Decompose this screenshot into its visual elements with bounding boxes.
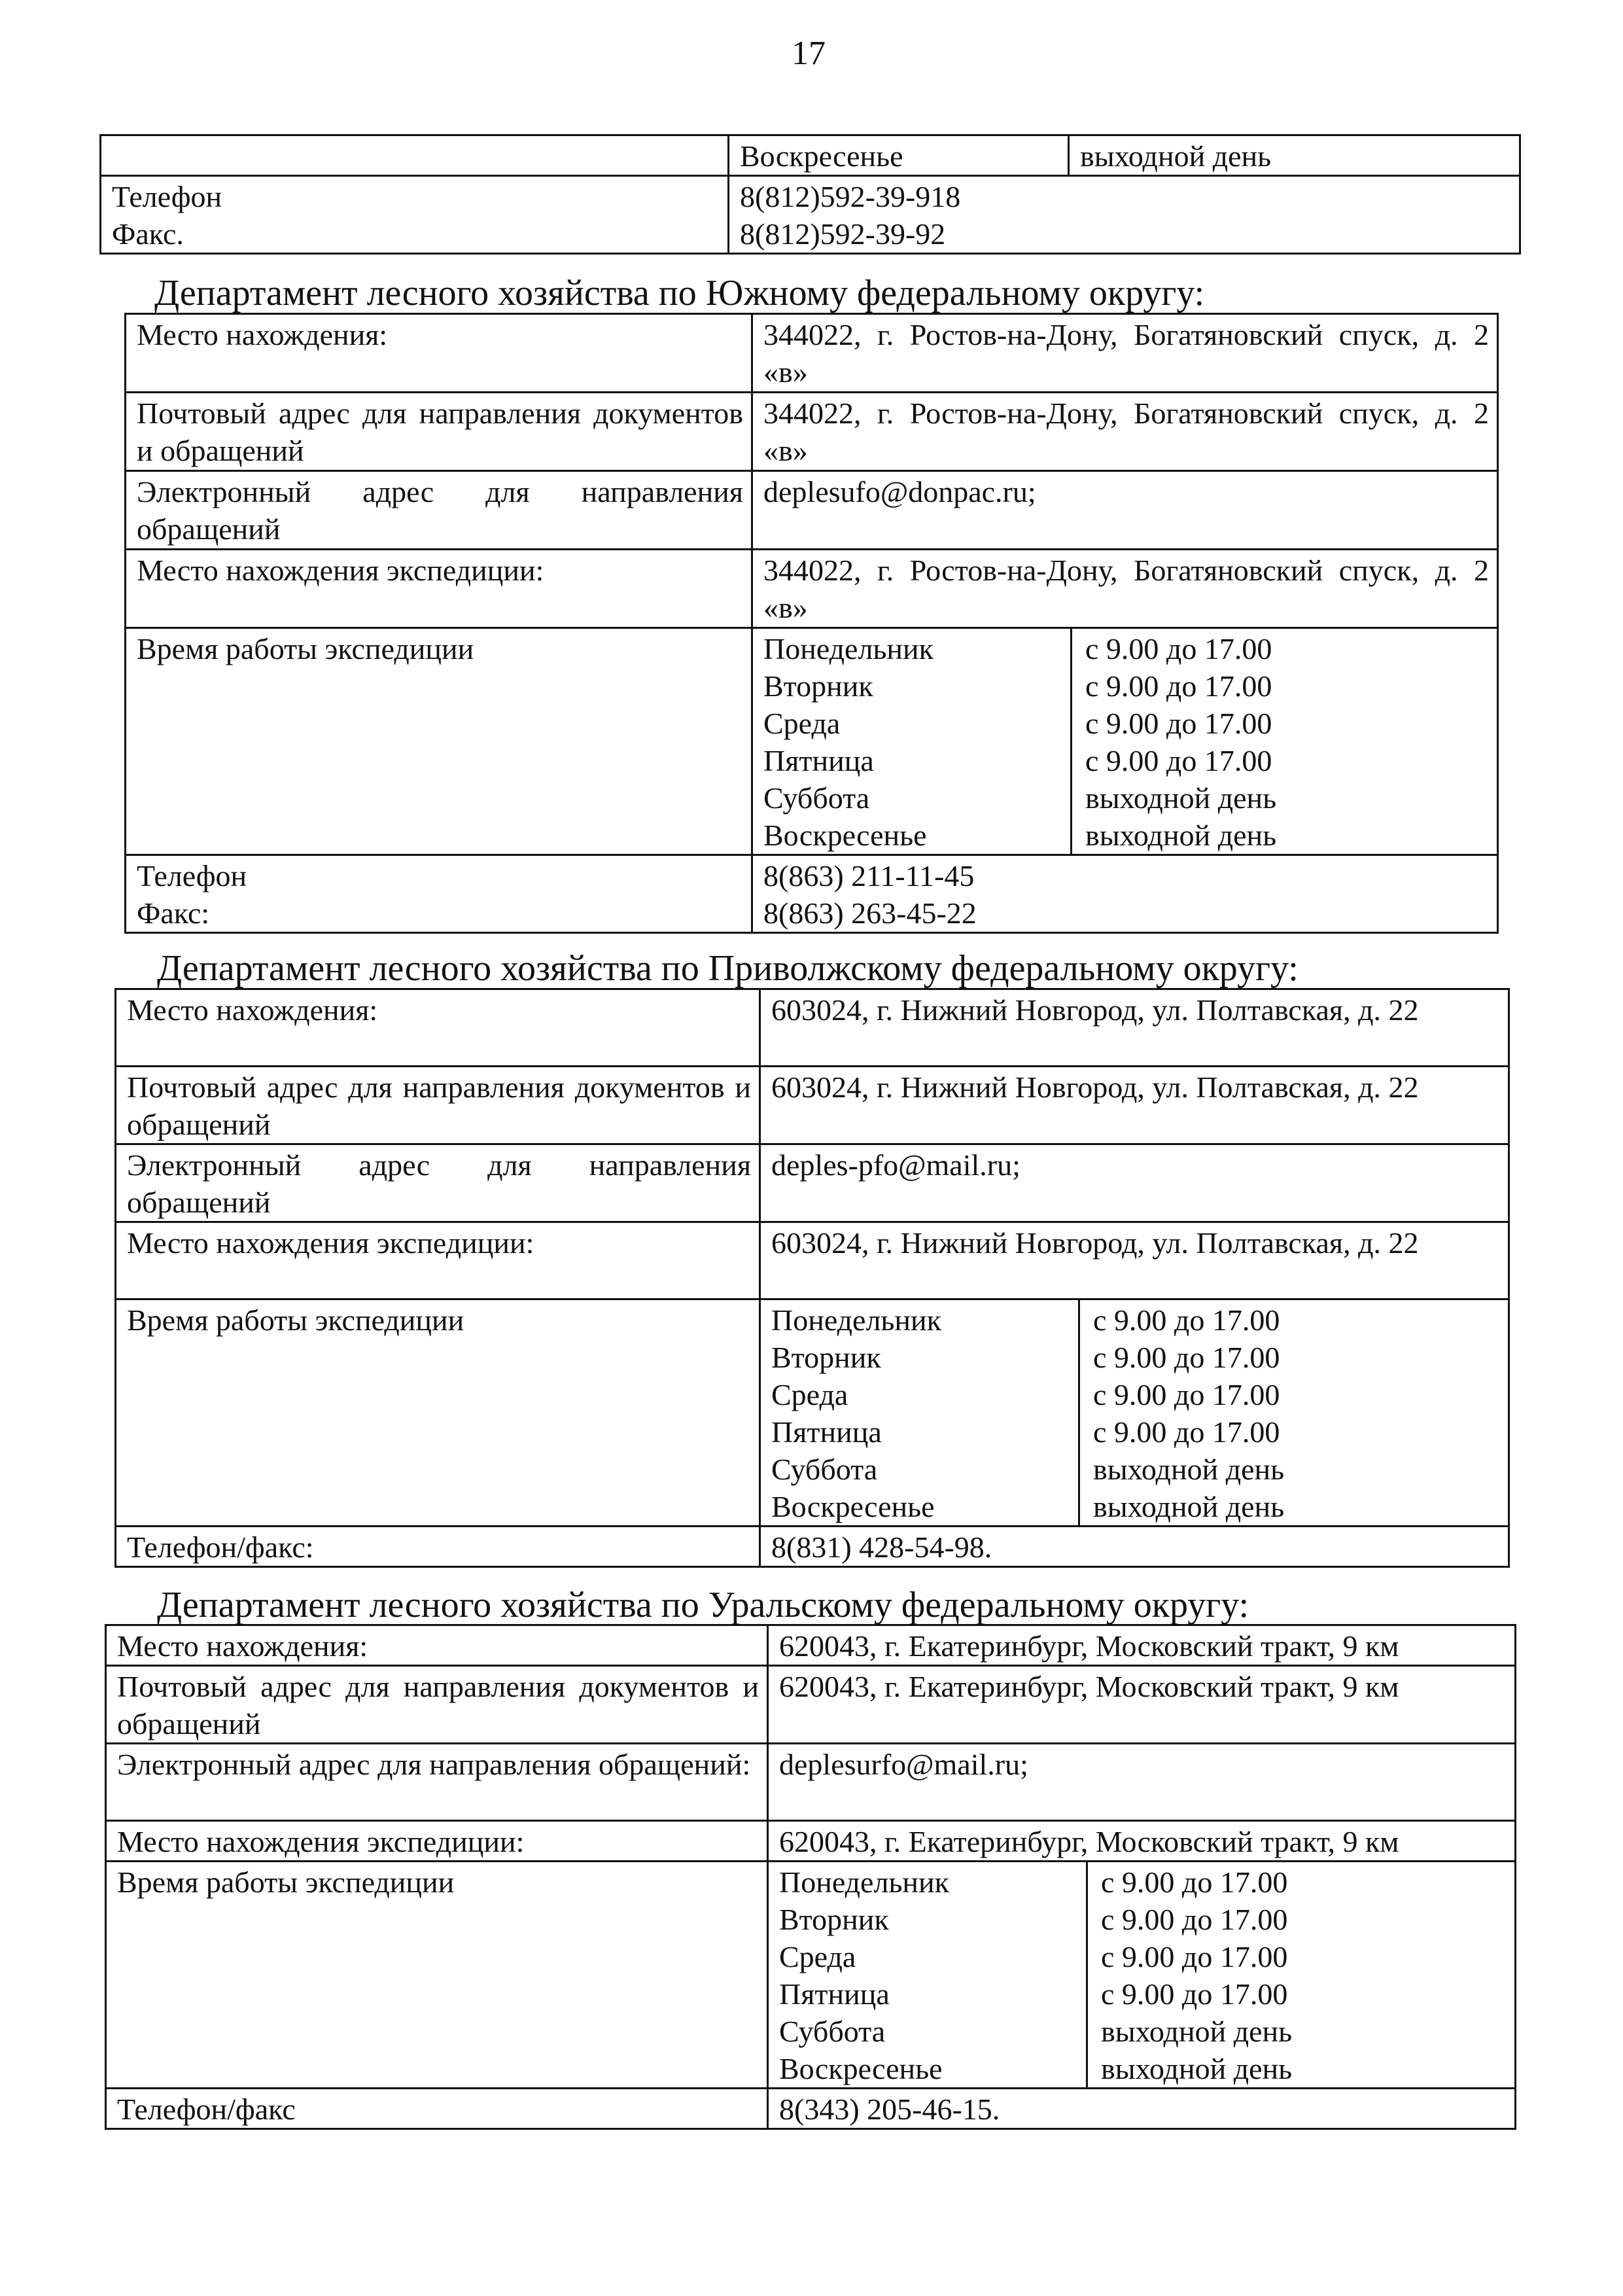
page-number: 17	[792, 35, 826, 72]
sunday-day: Воскресенье	[729, 135, 1069, 176]
email-label: Электронный адрес для направления обращений	[126, 471, 752, 550]
hours-list: с 9.00 до 17.00 с 9.00 до 17.00 с 9.00 до 17.00 с 9.00 до 17.00 выходной день выходной день	[1079, 1299, 1509, 1527]
table-row	[126, 393, 1498, 471]
volga-table	[114, 988, 1510, 1568]
location-value: 620043, г. Екатеринбург, Московский тракт, 9 км	[768, 1625, 1516, 1666]
table-row	[116, 1222, 1509, 1299]
table-row	[116, 989, 1509, 1067]
location-label: Место нахождения:	[116, 989, 760, 1067]
expedition-value: 603024, г. Нижний Новгород, ул. Полтавская, д. 22	[760, 1222, 1509, 1299]
hours-label: Время работы экспедиции	[116, 1299, 760, 1527]
table-row	[126, 855, 1498, 933]
table-row	[126, 550, 1498, 628]
table-row	[126, 628, 1498, 855]
south-heading: Департамент лесного хозяйства по Южному федеральному округу:	[154, 273, 1205, 313]
table-row	[106, 1666, 1516, 1744]
location-label: Место нахождения:	[106, 1625, 768, 1666]
postal-label: Почтовый адрес для направления документов и обращений	[126, 393, 752, 471]
table-row	[116, 1067, 1509, 1144]
postal-label: Почтовый адрес для направления документов и обращений	[106, 1666, 768, 1744]
weekday-list: Понедельник Вторник Среда Пятница Суббота Воскресенье	[752, 628, 1072, 855]
hours-list: с 9.00 до 17.00 с 9.00 до 17.00 с 9.00 до 17.00 с 9.00 до 17.00 выходной день выходной день	[1087, 1862, 1516, 2089]
location-value: 344022, г. Ростов-на-Дону, Богатяновский спуск, д. 2 «в»	[752, 314, 1498, 393]
south-table	[124, 313, 1499, 934]
phone-label: Телефон/факс:	[116, 1527, 760, 1567]
phone-value: 8(343) 205-46-15.	[768, 2089, 1516, 2129]
expedition-label: Место нахождения экспедиции:	[126, 550, 752, 628]
ural-heading: Департамент лесного хозяйства по Уральскому федеральному округу:	[157, 1585, 1249, 1625]
weekday-list: Понедельник Вторник Среда Пятница Суббота Воскресенье	[760, 1299, 1079, 1527]
hours-label: Время работы экспедиции	[126, 628, 752, 855]
postal-value: 620043, г. Екатеринбург, Московский тракт, 9 км	[768, 1666, 1516, 1744]
table-row	[106, 1744, 1516, 1821]
postal-value: 603024, г. Нижний Новгород, ул. Полтавская, д. 22	[760, 1067, 1509, 1144]
table-row	[106, 1862, 1516, 2089]
ural-table	[105, 1624, 1516, 2130]
email-label: Электронный адрес для направления обращений	[116, 1144, 760, 1222]
table-row	[116, 1527, 1509, 1567]
phone-value: 8(831) 428-54-98.	[760, 1527, 1509, 1567]
hours-label: Время работы экспедиции	[106, 1862, 768, 2089]
phone-value: 8(863) 211-11-45 8(863) 263-45-22	[752, 855, 1498, 933]
location-value: 603024, г. Нижний Новгород, ул. Полтавская, д. 22	[760, 989, 1509, 1067]
contact-values: 8(812)592-39-918 8(812)592-39-92	[729, 176, 1520, 254]
table-row	[126, 314, 1498, 393]
sunday-hours: выходной день	[1069, 135, 1520, 176]
empty-cell	[101, 135, 729, 176]
weekday-list: Понедельник Вторник Среда Пятница Суббота Воскресенье	[768, 1862, 1087, 2089]
hours-list: с 9.00 до 17.00 с 9.00 до 17.00 с 9.00 до 17.00 с 9.00 до 17.00 выходной день выходной день	[1072, 628, 1498, 855]
email-value: deplesufo@donpac.ru;	[752, 471, 1498, 550]
expedition-value: 620043, г. Екатеринбург, Московский тракт, 9 км	[768, 1821, 1516, 1862]
table-row	[101, 135, 1520, 176]
expedition-label: Место нахождения экспедиции:	[116, 1222, 760, 1299]
table-row	[116, 1299, 1509, 1527]
expedition-label: Место нахождения экспедиции:	[106, 1821, 768, 1862]
table-row	[106, 1821, 1516, 1862]
postal-value: 344022, г. Ростов-на-Дону, Богатяновский спуск, д. 2 «в»	[752, 393, 1498, 471]
table-row	[126, 471, 1498, 550]
table-row	[106, 1625, 1516, 1666]
postal-label: Почтовый адрес для направления документов и обращений	[116, 1067, 760, 1144]
expedition-value: 344022, г. Ростов-на-Дону, Богатяновский спуск, д. 2 «в»	[752, 550, 1498, 628]
email-value: deplesurfo@mail.ru;	[768, 1744, 1516, 1821]
location-label: Место нахождения:	[126, 314, 752, 393]
table-row	[116, 1144, 1509, 1222]
email-value: deples-pfo@mail.ru;	[760, 1144, 1509, 1222]
volga-heading: Департамент лесного хозяйства по Приволжскому федеральному округу:	[157, 948, 1299, 989]
previous-department-table	[99, 134, 1521, 255]
contact-labels: Телефон Факс.	[101, 176, 729, 254]
table-row	[106, 2089, 1516, 2129]
phone-label: Телефон Факс:	[126, 855, 752, 933]
email-label: Электронный адрес для направления обращений:	[106, 1744, 768, 1821]
phone-label: Телефон/факс	[106, 2089, 768, 2129]
table-row	[101, 176, 1520, 254]
